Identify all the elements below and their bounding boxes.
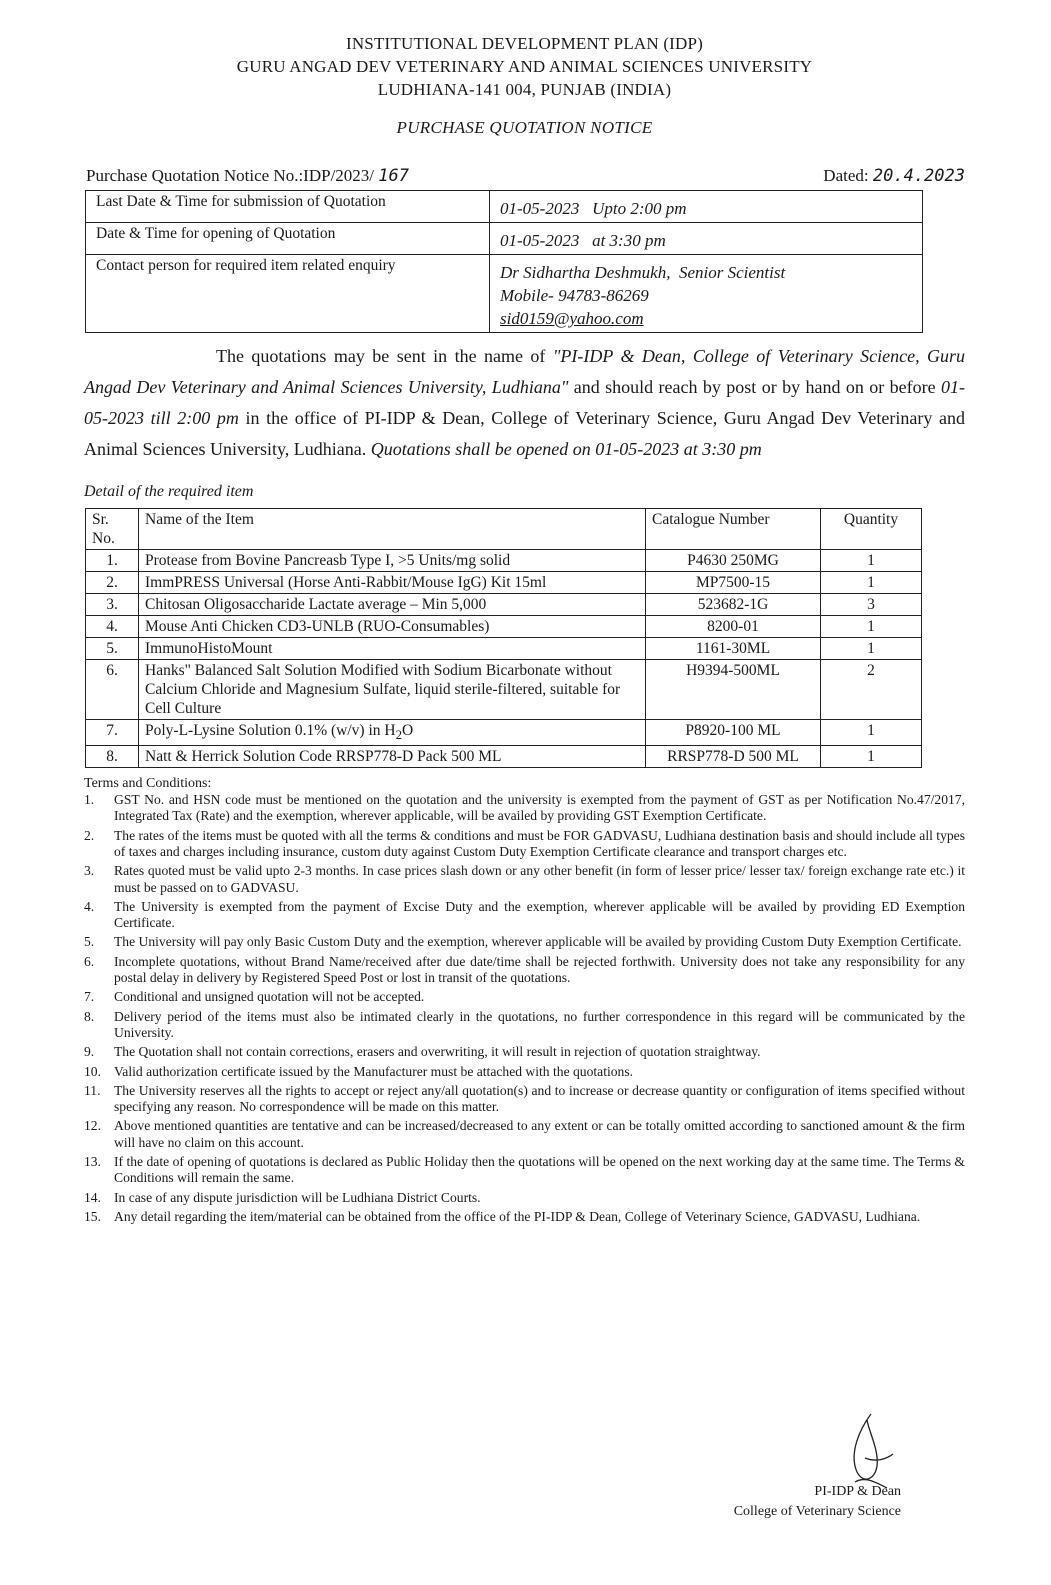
submission-paragraph: [84, 341, 965, 465]
list-item: [84, 1209, 965, 1225]
term-text: The rates of the items must be quoted with all the terms & conditions and must be FOR GADVASU, Ludhiana destination basis and should include all types of taxes and charges including insurance, custom duty against Custom Duty Exemption Certificate clearance and transport charges etc.: [114, 827, 965, 859]
cell-item: Chitosan Oligosaccharide Lactate average – Min 5,000: [139, 594, 646, 616]
cell-sr: 2.: [86, 572, 139, 594]
schedule-label: Date & Time for opening of Quotation: [86, 223, 490, 255]
cell-catalogue: 1161-30ML: [646, 638, 821, 660]
cell-item: [139, 720, 646, 746]
list-item: [84, 1044, 965, 1060]
term-text: The University reserves all the rights to accept or reject any/all quotation(s) and to increase or decrease quantity or configuration of items specified without specifying any reason. No correspondence will be made on this matter.: [114, 1082, 965, 1115]
table-row: [86, 746, 922, 768]
cell-catalogue: 523682-1G: [646, 594, 821, 616]
col-header-quantity: Quantity: [821, 509, 922, 550]
dated-value: 20.4.2023: [872, 166, 965, 186]
signatory-block: [734, 1482, 901, 1522]
cell-item: ImmunoHistoMount: [139, 638, 646, 660]
cell-sr: 6.: [86, 660, 139, 720]
table-row: [86, 594, 922, 616]
cell-quantity: 1: [821, 616, 922, 638]
para-text: The quotations may be sent in the name of: [216, 346, 553, 366]
term-number: 12.: [84, 1118, 101, 1134]
list-item: [84, 1154, 965, 1187]
contact-person-cell: [490, 255, 923, 333]
schedule-label: Contact person for required item related enquiry: [86, 255, 490, 333]
list-item: [84, 792, 965, 825]
term-text: Rates quoted must be valid upto 2-3 months. In case prices slash down or any other benefit (in form of lesser price/ lesser tax/ foreign exchange rate etc.) it must be passed on to GADVASU.: [114, 863, 965, 895]
term-text: Above mentioned quantities are tentative and can be increased/decreased to any extent or can be totally omitted according to sanctioned amount & the firm will have no claim on this account.: [114, 1118, 965, 1150]
detail-heading: Detail of the required item: [84, 483, 254, 500]
cell-catalogue: RRSP778-D 500 ML: [646, 746, 821, 768]
term-text: The University is exempted from the payment of Excise Duty and the exemption, wherever applicable will be availed by providing ED Exemption Certificate.: [114, 898, 965, 931]
list-item: [84, 828, 965, 861]
header-line-3: LUDHIANA-141 004, PUNJAB (INDIA): [377, 80, 672, 99]
term-text: Conditional and unsigned quotation will not be accepted.: [114, 989, 425, 1005]
list-item: [84, 1118, 965, 1151]
cell-quantity: 1: [821, 720, 922, 746]
item-subscript: 2: [395, 727, 403, 743]
term-text: The University will pay only Basic Custom Duty and the exemption, wherever applicable will be availed by providing Custom Duty Exemption Certificate.: [114, 934, 962, 950]
list-item: [84, 954, 965, 987]
term-number: 6.: [84, 953, 95, 969]
para-addressee: "PI-IDP & Dean, College of Veterinary Science, Guru Angad Dev Veterinary and Animal Sciences University, Ludhiana": [84, 346, 966, 397]
schedule-table: [85, 190, 923, 333]
table-row: [86, 191, 923, 223]
term-number: 5.: [84, 934, 95, 950]
cell-item: Protease from Bovine Pancreasb Type I, >5 Units/mg solid: [139, 550, 646, 572]
term-text: The Quotation shall not contain corrections, erasers and overwriting, it will result in rejection of quotation straightway.: [114, 1044, 761, 1060]
cell-quantity: 1: [821, 638, 922, 660]
notice-title: PURCHASE QUOTATION NOTICE: [396, 118, 653, 137]
cell-quantity: 2: [821, 660, 922, 720]
contact-mobile: Mobile- 94783-86269: [500, 286, 649, 305]
para-deadline: 01-05-2023 till 2:00 pm: [84, 377, 965, 428]
term-number: 1.: [84, 792, 95, 808]
cell-sr: 1.: [86, 550, 139, 572]
notice-number-value: 167: [378, 166, 409, 186]
para-text: and should reach by post or by hand on or before: [568, 377, 941, 397]
list-item: [84, 934, 965, 950]
term-number: 13.: [84, 1154, 101, 1170]
list-item: [84, 1190, 965, 1206]
cell-item: Hanks" Balanced Salt Solution Modified with Sodium Bicarbonate without Calcium Chloride and Magnesium Sulfate, liquid sterile-filtered, suitable for Cell Culture: [139, 660, 646, 720]
term-text: Delivery period of the items must also be intimated clearly in the quotations, no further correspondence in this regard will be communicated by the University.: [114, 1008, 965, 1040]
para-opening: Quotations shall be opened on 01-05-2023 at 3:30 pm: [370, 439, 762, 459]
term-number: 9.: [84, 1044, 95, 1060]
cell-sr: 8.: [86, 746, 139, 768]
table-row: [86, 616, 922, 638]
list-item: [84, 1064, 965, 1080]
header-line-1: INSTITUTIONAL DEVELOPMENT PLAN (IDP): [345, 34, 704, 53]
table-row: [86, 720, 922, 746]
term-text: If the date of opening of quotations is declared as Public Holiday then the quotations will be opened on the next working day at the same time. The Terms & Conditions will remain the same.: [114, 1154, 965, 1186]
list-item: [84, 1009, 965, 1042]
table-header-row: [86, 509, 922, 550]
table-row: [86, 572, 922, 594]
notice-number-label: Purchase Quotation Notice No.:IDP/2023/: [86, 166, 375, 185]
cell-catalogue: P8920-100 ML: [646, 720, 821, 746]
term-text: Any detail regarding the item/material can be obtained from the office of the PI-IDP & Dean, College of Veterinary Science, GADVASU, Ludhiana.: [114, 1208, 921, 1224]
col-header-item: Name of the Item: [139, 509, 646, 550]
cell-quantity: 1: [821, 550, 922, 572]
schedule-value: 01-05-2023 at 3:30 pm: [490, 223, 923, 255]
table-row: [86, 638, 922, 660]
list-item: [84, 1083, 965, 1116]
term-number: 8.: [84, 1008, 95, 1024]
header-line-2: GURU ANGAD DEV VETERINARY AND ANIMAL SCIENCES UNIVERSITY: [236, 57, 813, 76]
cell-catalogue: 8200-01: [646, 616, 821, 638]
letterhead: [84, 0, 965, 101]
cell-quantity: 3: [821, 594, 922, 616]
term-text: GST No. and HSN code must be mentioned on the quotation and the university is exempted from the payment of GST as per Notification No.47/2017, Integrated Tax (Rate) and the exemption, wherever applicable, will be availed by providing GST Exemption Certificate.: [114, 792, 965, 824]
cell-item: Natt & Herrick Solution Code RRSP778-D Pack 500 ML: [139, 746, 646, 768]
item-text: Poly-L-Lysine Solution 0.1% (w/v) in H: [145, 722, 396, 739]
list-item: [84, 989, 965, 1005]
term-number: 3.: [84, 863, 95, 879]
para-text: in the office of PI-IDP & Dean, College of Veterinary Science, Guru Angad Dev Veterinary and Animal Sciences University, Ludhiana.: [84, 408, 965, 459]
cell-quantity: 1: [821, 746, 922, 768]
items-table: [85, 508, 922, 768]
term-number: 14.: [84, 1189, 101, 1205]
contact-name: Dr Sidhartha Deshmukh, Senior Scientist: [500, 263, 786, 282]
cell-sr: 4.: [86, 616, 139, 638]
cell-catalogue: H9394-500ML: [646, 660, 821, 720]
list-item: [84, 899, 965, 932]
term-number: 4.: [84, 898, 95, 914]
schedule-value: 01-05-2023 Upto 2:00 pm: [490, 191, 923, 223]
signature-scribble: [841, 1410, 901, 1490]
term-number: 7.: [84, 989, 95, 1005]
term-number: 11.: [84, 1082, 101, 1098]
cell-quantity: 1: [821, 572, 922, 594]
terms-list: [84, 792, 965, 1225]
cell-item: Mouse Anti Chicken CD3-UNLB (RUO-Consumables): [139, 616, 646, 638]
cell-catalogue: MP7500-15: [646, 572, 821, 594]
dated-label: Dated:: [823, 166, 869, 185]
term-text: In case of any dispute jurisdiction will be Ludhiana District Courts.: [114, 1189, 481, 1205]
table-row: [86, 660, 922, 720]
cell-catalogue: P4630 250MG: [646, 550, 821, 572]
term-text: Valid authorization certificate issued by the Manufacturer must be attached with the quotations.: [114, 1063, 634, 1079]
table-row: [86, 223, 923, 255]
notice-number-line: [84, 166, 965, 186]
table-row: [86, 550, 922, 572]
signatory-title: PI-IDP & Dean: [814, 1484, 901, 1499]
term-number: 15.: [84, 1208, 101, 1224]
term-number: 10.: [84, 1063, 101, 1079]
term-text: Incomplete quotations, without Brand Name/received after due date/time shall be rejected forthwith. University does not take any responsibility for any postal delay in delivery by Registered Speed Post or lost in transit of the quotations.: [114, 953, 965, 986]
list-item: [84, 863, 965, 896]
cell-sr: 5.: [86, 638, 139, 660]
cell-sr: 7.: [86, 720, 139, 746]
terms-title: Terms and Conditions:: [84, 776, 212, 792]
contact-email-link[interactable]: sid0159@yahoo.com: [500, 309, 644, 328]
signatory-office: College of Veterinary Science: [733, 1504, 901, 1519]
cell-item: ImmPRESS Universal (Horse Anti-Rabbit/Mouse IgG) Kit 15ml: [139, 572, 646, 594]
schedule-label: Last Date & Time for submission of Quotation: [86, 191, 490, 223]
col-header-catalogue: Catalogue Number: [646, 509, 821, 550]
table-row: [86, 255, 923, 333]
term-number: 2.: [84, 827, 95, 843]
item-text: O: [402, 722, 414, 739]
col-header-sr: Sr. No.: [86, 509, 139, 550]
cell-sr: 3.: [86, 594, 139, 616]
